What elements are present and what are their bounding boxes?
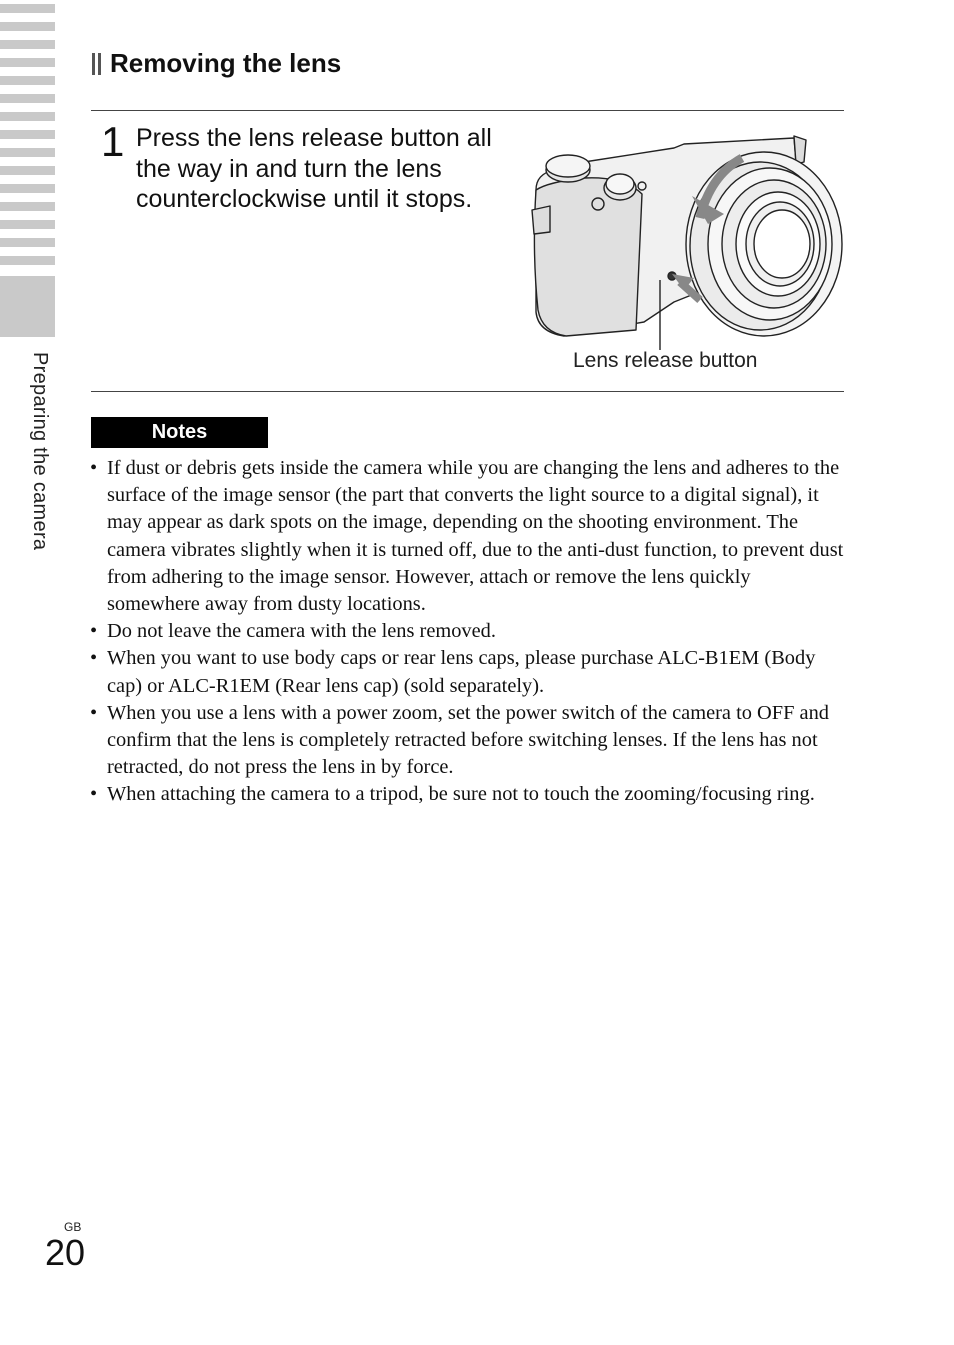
list-item: • When attaching the camera to a tripod, be sure not to touch the zooming/focusing ring. [90, 781, 845, 808]
section-heading-row [92, 48, 341, 79]
edge-stripe [0, 94, 55, 103]
edge-stripe [0, 58, 55, 67]
edge-stripe [0, 256, 55, 265]
list-item: • When you use a lens with a power zoom, set the power switch of the camera to OFF and confirm that the lens is completely retracted before switching lenses. If the lens has not retracted, do not press the lens in by force. [90, 700, 845, 782]
edge-stripe [0, 130, 55, 139]
heading-marker-icon [92, 53, 104, 75]
edge-stripe [0, 148, 55, 157]
edge-stripe [0, 184, 55, 193]
notes-list [90, 455, 845, 809]
side-chapter-label: Preparing the camera [29, 352, 51, 551]
edge-stripe [0, 4, 55, 13]
edge-stripe [0, 220, 55, 229]
divider-bottom [91, 391, 844, 392]
edge-stripe [0, 112, 55, 121]
list-item: • If dust or debris gets inside the camera while you are changing the lens and adheres to the surface of the image sensor (the part that converts the light source to a digital signal), it may appear as dark spots on the image, depending on the shooting environment. The camera vibrates slightly when it is turned off, due to the anti-dust function, to prevent dust from adhering to the image sensor. However, attach or remove the lens quickly somewhere away from dusty locations. [90, 455, 845, 618]
edge-tab-active-block [0, 276, 55, 337]
lens-release-button-callout: Lens release button [573, 349, 758, 372]
step-instruction: Press the lens release button all the way in and turn the lens counterclockwise until it stops. [136, 124, 492, 213]
section-heading: Removing the lens [110, 48, 342, 78]
step-number: 1 [101, 118, 125, 165]
edge-stripe [0, 40, 55, 49]
page-number: 20 [45, 1232, 86, 1273]
edge-stripe [0, 22, 55, 31]
edge-stripe [0, 238, 55, 247]
list-item: • Do not leave the camera with the lens removed. [90, 618, 845, 645]
camera-lens-illustration [524, 132, 844, 352]
edge-stripe [0, 76, 55, 85]
language-code: GB [64, 1220, 82, 1234]
edge-stripe [0, 202, 55, 211]
edge-stripe [0, 166, 55, 175]
notes-badge: Notes [91, 417, 268, 448]
divider-top [91, 110, 844, 111]
list-item: • When you want to use body caps or rear lens caps, please purchase ALC-B1EM (Body cap) or ALC-R1EM (Rear lens cap) (sold separately). [90, 645, 845, 699]
